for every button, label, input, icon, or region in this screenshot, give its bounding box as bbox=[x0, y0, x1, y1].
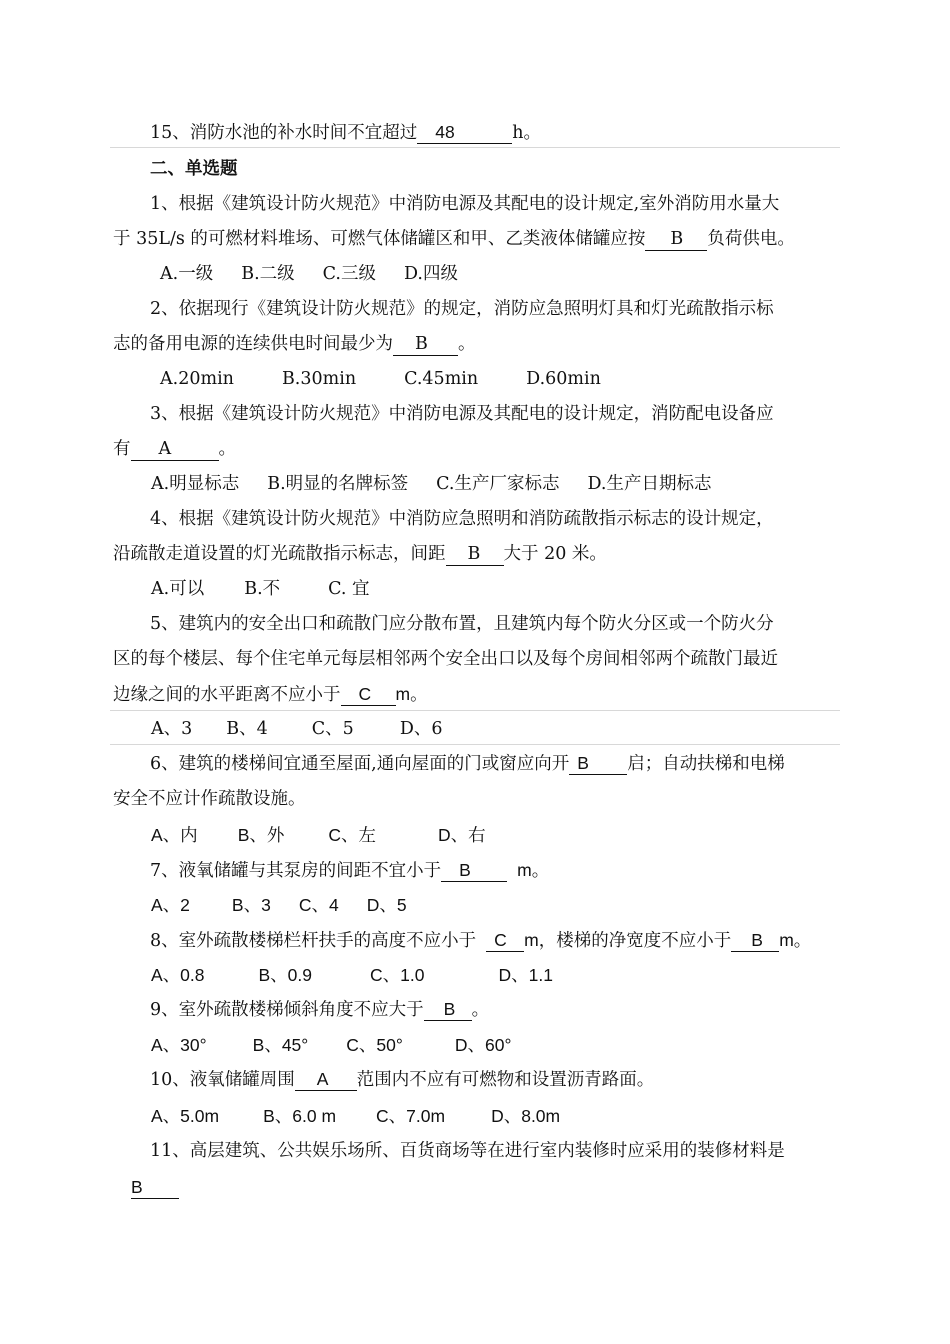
question-8-answer-1: C bbox=[486, 929, 524, 952]
question-15-unit: h。 bbox=[512, 123, 542, 143]
question-15-text: 15、消防水池的补水时间不宜超过 bbox=[150, 123, 418, 143]
question-7-answer: B bbox=[441, 859, 507, 882]
question-5-answer: C bbox=[341, 683, 396, 706]
question-6-options: A、内 B、外 C、左 D、右 bbox=[151, 825, 486, 845]
question-4-options: A.可以 B.不 C. 宜 bbox=[151, 579, 370, 599]
question-2-line-1: 2、依据现行《建筑设计防火规范》的规定，消防应急照明灯具和灯光疏散指示标 bbox=[150, 299, 774, 319]
question-2-options: A.20min B.30min C.45min D.60min bbox=[160, 369, 601, 389]
question-9-options: A、30° B、45° C、50° D、60° bbox=[151, 1035, 512, 1055]
question-7: 7、液氧储罐与其泵房的间距不宜小于 B m。 bbox=[150, 860, 550, 881]
question-5-line-1: 5、建筑内的安全出口和疏散门应分散布置，且建筑内每个防火分区或一个防火分 bbox=[150, 614, 774, 634]
question-3-answer: A bbox=[131, 438, 219, 461]
question-5-options: A、3 B、4 C、5 D、6 bbox=[151, 719, 443, 739]
question-3-options: A.明显标志 B.明显的名牌标签 C.生产厂家标志 D.生产日期标志 bbox=[151, 474, 712, 494]
question-6-line-1: 6、建筑的楼梯间宜通至屋面,通向屋面的门或窗应向开 B 启；自动扶梯和电梯 bbox=[150, 753, 785, 774]
divider bbox=[110, 744, 840, 745]
question-1-line-1: 1、根据《建筑设计防火规范》中消防电源及其配电的设计规定,室外消防用水量大 bbox=[150, 194, 780, 214]
question-6-answer: B bbox=[569, 752, 627, 775]
question-11-answer: B bbox=[131, 1176, 179, 1199]
question-5-line-2: 区的每个楼层、每个住宅单元每层相邻两个安全出口以及每个房间相邻两个疏散门最近 bbox=[113, 649, 778, 669]
question-4-line-2: 沿疏散走道设置的灯光疏散指示标志，间距 B 大于 20 米。 bbox=[113, 544, 607, 564]
question-15-answer: 48 bbox=[417, 121, 512, 144]
question-1-line-2: 于 35L/s 的可燃材料堆场、可燃气体储罐区和甲、乙类液体储罐应按 B 负荷供电。 bbox=[113, 229, 795, 249]
question-8: 8、室外疏散楼梯栏杆扶手的高度不应小于 C m，楼梯的净宽度不应小于 B m。 bbox=[150, 930, 812, 951]
question-7-options: A、2 B、3 C、4 D、5 bbox=[151, 895, 407, 915]
divider bbox=[110, 147, 840, 148]
question-10-answer: A bbox=[295, 1068, 357, 1091]
question-10-options: A、5.0m B、6.0 m C、7.0m D、8.0m bbox=[151, 1106, 561, 1126]
question-8-options: A、0.8 B、0.9 C、1.0 D、1.1 bbox=[151, 965, 553, 985]
question-4-answer: B bbox=[446, 543, 504, 566]
question-8-answer-2: B bbox=[731, 929, 779, 952]
question-3-line-1: 3、根据《建筑设计防火规范》中消防电源及其配电的设计规定，消防配电设备应 bbox=[150, 404, 774, 424]
question-11-line-2 bbox=[0, 1170, 950, 1206]
section-title: 二、单选题 bbox=[150, 158, 238, 178]
question-3-line-2: 有 A 。 bbox=[113, 439, 236, 459]
question-11-line-1: 11、高层建筑、公共娱乐场所、百货商场等在进行室内装修时应采用的装修材料是 bbox=[150, 1141, 785, 1161]
question-2-answer: B bbox=[393, 333, 458, 356]
question-1-answer: B bbox=[645, 228, 707, 251]
question-9-answer: B bbox=[424, 998, 472, 1021]
question-15 bbox=[0, 115, 950, 151]
question-10: 10、液氧储罐周围 A 范围内不应有可燃物和设置沥青路面。 bbox=[150, 1069, 655, 1090]
question-1-options: A.一级 B.二级 C.三级 D.四级 bbox=[160, 264, 458, 284]
question-4-line-1: 4、根据《建筑设计防火规范》中消防应急照明和消防疏散指示标志的设计规定， bbox=[150, 509, 774, 529]
question-5-line-3: 边缘之间的水平距离不应小于 C m。 bbox=[113, 684, 428, 705]
question-9: 9、室外疏散楼梯倾斜角度不应大于 B 。 bbox=[150, 999, 490, 1020]
question-6-line-2: 安全不应计作疏散设施。 bbox=[113, 789, 306, 809]
question-2-line-2: 志的备用电源的连续供电时间最少为 B 。 bbox=[113, 334, 476, 354]
